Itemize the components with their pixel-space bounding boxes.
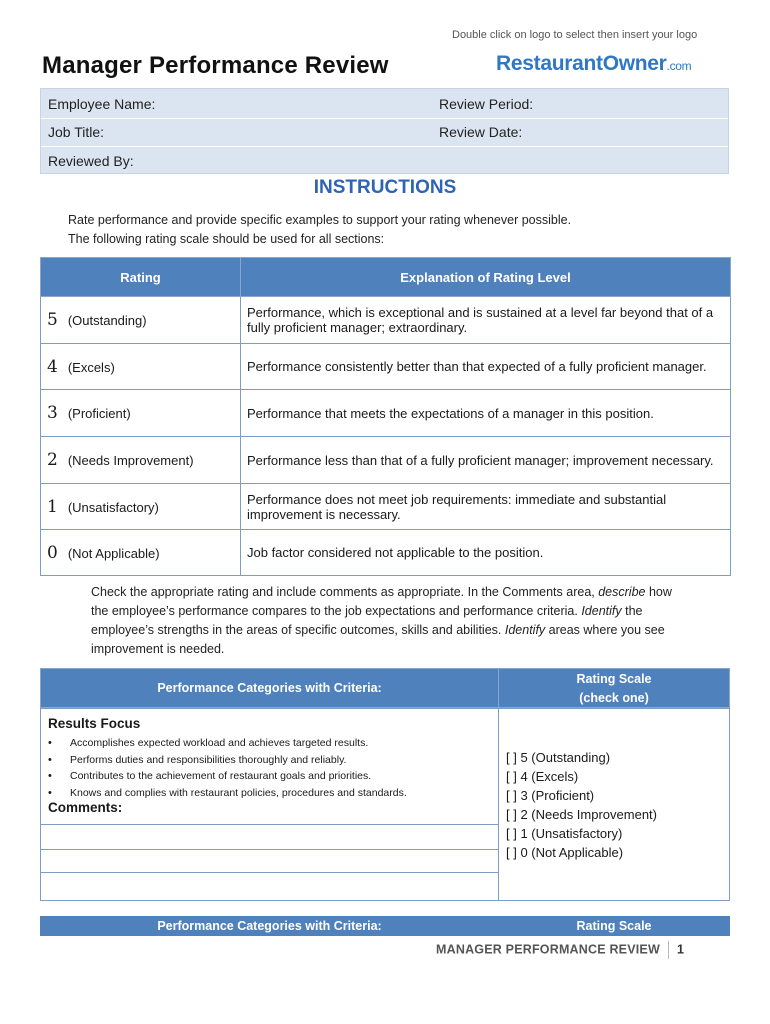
- list-item: • Performs duties and responsibilities thoroughly and reliably.: [48, 752, 407, 769]
- review-period-label: Review Period:: [439, 96, 534, 112]
- rating-label: (Not Applicable): [67, 545, 160, 561]
- rating-label: (Unsatisfactory): [67, 499, 159, 515]
- rating-explanation: Performance does not meet job requirements: immediate and substantial improvement is necessary.: [241, 484, 731, 530]
- rating-row: [41, 484, 731, 530]
- rating-number: 0: [47, 542, 58, 563]
- reviewed-by-label: Reviewed By:: [48, 153, 134, 169]
- rating-explanation: Performance that meets the expectations of a manager in this position.: [241, 390, 731, 437]
- logo-suffix: .com: [666, 59, 692, 73]
- rating-row: [41, 297, 731, 344]
- instructions-heading: INSTRUCTIONS: [313, 177, 457, 198]
- review-date-label: Review Date:: [439, 124, 523, 140]
- logo-hint: Double click on logo to select then insert your logo: [452, 29, 698, 41]
- rating-number: 1: [47, 496, 58, 517]
- list-item: • Knows and complies with restaurant policies, procedures and standards.: [48, 785, 407, 802]
- rating-scale-header-next: Rating Scale: [498, 916, 730, 936]
- explanation-column-header: Explanation of Rating Level: [241, 258, 731, 297]
- check-instructions: Check the appropriate rating and include comments as appropriate. In the Comments area, describe how the employee’s performance compares to the job expectations and performance criteria. Identify the employee’s strengths in the areas of specific outcomes, skills and abilities. Identify areas where you see improvement is needed.: [91, 585, 672, 656]
- page-title: Manager Performance Review: [42, 52, 389, 79]
- categories-header: Performance Categories with Criteria:: [40, 668, 499, 708]
- rating-label: (Needs Improvement): [67, 453, 194, 468]
- rating-scale-table: [40, 257, 731, 576]
- instructions-line-2: The following rating scale should be used for all sections:: [68, 232, 385, 246]
- rating-option-0[interactable]: [ ] 0 (Not Applicable): [506, 845, 624, 860]
- rating-label: (Proficient): [67, 406, 131, 421]
- footer-label: MANAGER PERFORMANCE REVIEW: [436, 942, 660, 957]
- rating-scale-header: Rating Scale (check one): [498, 668, 730, 708]
- rating-explanation: Job factor considered not applicable to the position.: [241, 530, 731, 576]
- job-title-label: Job Title:: [48, 124, 105, 140]
- page-number: 1: [676, 942, 685, 957]
- rating-row: [41, 437, 731, 484]
- employee-info-box: [40, 88, 729, 174]
- section-title: Results Focus: [48, 716, 141, 731]
- rating-option-2[interactable]: [ ] 2 (Needs Improvement): [506, 807, 657, 822]
- criteria-list: [48, 735, 407, 801]
- rating-options: [506, 748, 657, 862]
- rating-option-1[interactable]: [ ] 1 (Unsatisfactory): [506, 826, 623, 841]
- rating-row: [41, 390, 731, 437]
- logo-main: RestaurantOwner: [496, 52, 667, 75]
- rating-explanation: Performance less than that of a fully proficient manager; improvement necessary.: [241, 437, 731, 484]
- company-logo[interactable]: [496, 52, 691, 76]
- rating-label: (Excels): [67, 359, 115, 375]
- comment-line-1[interactable]: [41, 825, 498, 849]
- rating-row: [41, 344, 731, 390]
- rating-explanation: Performance, which is exceptional and is sustained at a level far beyond that of a fully proficient manager; extraordinary.: [241, 297, 731, 344]
- comment-line-3[interactable]: [41, 873, 498, 900]
- rating-option-3[interactable]: [ ] 3 (Proficient): [506, 788, 595, 803]
- instructions-line-1: Rate performance and provide specific examples to support your rating whenever possible.: [68, 213, 572, 227]
- rating-number: 4: [47, 356, 58, 377]
- rating-row: [41, 530, 731, 576]
- rating-label: (Outstanding): [67, 313, 147, 328]
- comments-label: Comments:: [48, 800, 123, 815]
- rating-column-header: Rating: [41, 258, 241, 297]
- rating-option-5[interactable]: [ ] 5 (Outstanding): [506, 750, 611, 765]
- categories-header-next: Performance Categories with Criteria:: [40, 916, 499, 936]
- rating-explanation: Performance consistently better than that expected of a fully proficient manager.: [241, 344, 731, 390]
- rating-option-4[interactable]: [ ] 4 (Excels): [506, 769, 579, 784]
- list-item: • Contributes to the achievement of restaurant goals and priorities.: [48, 768, 407, 785]
- page-footer: [436, 941, 684, 959]
- rating-number: 3: [47, 403, 58, 423]
- comment-line-2[interactable]: [41, 850, 498, 872]
- employee-name-label: Employee Name:: [48, 96, 156, 112]
- list-item: • Accomplishes expected workload and achieves targeted results.: [48, 735, 407, 752]
- rating-number: 2: [47, 450, 58, 470]
- rating-number: 5: [47, 310, 58, 330]
